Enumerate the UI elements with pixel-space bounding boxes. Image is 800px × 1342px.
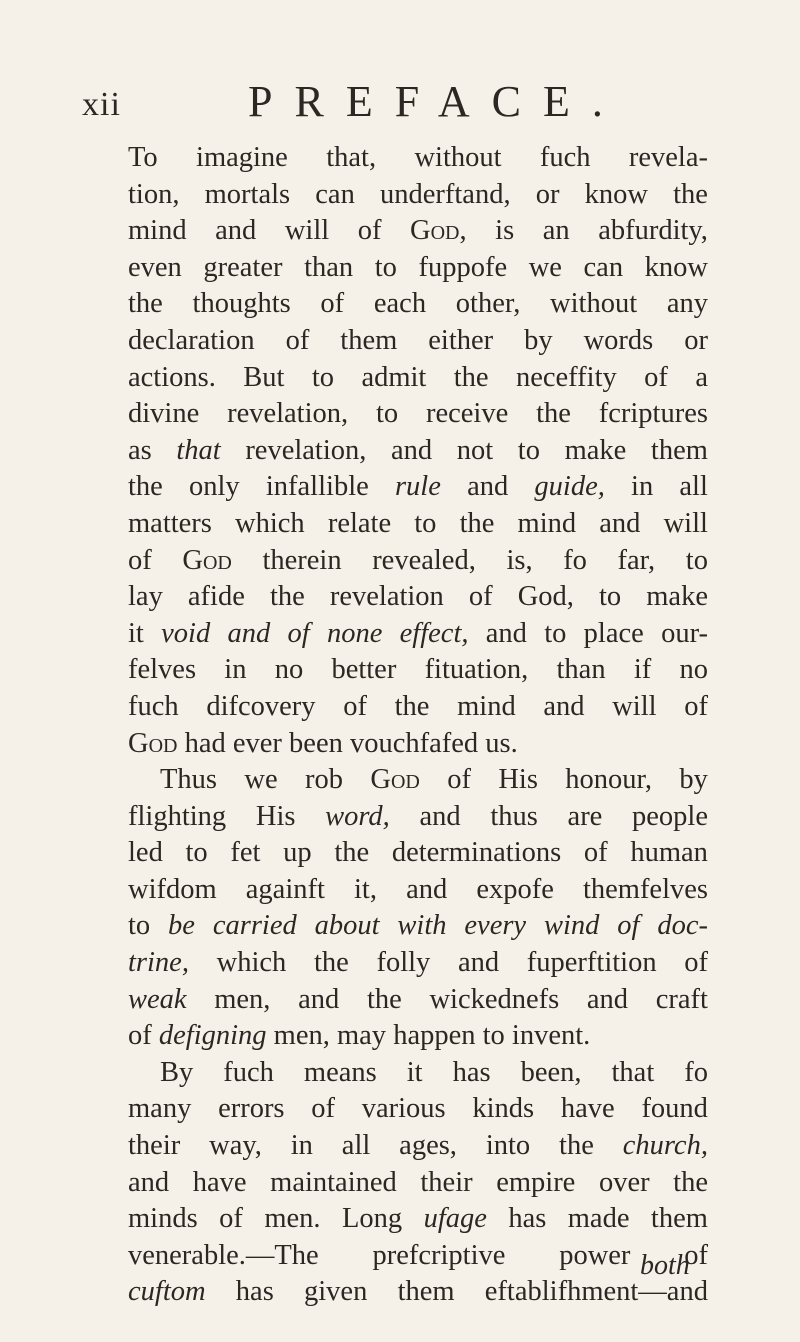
word: underftand,: [380, 178, 511, 210]
word: of: [128, 1020, 152, 1052]
word: as: [128, 434, 152, 466]
word: and: [128, 1166, 170, 1198]
word: is,: [506, 544, 533, 576]
word: of: [343, 690, 367, 722]
text-line: [128, 250, 708, 287]
word: over: [598, 1166, 650, 1198]
text-line: [128, 140, 708, 177]
word: none: [326, 617, 383, 649]
word: Thus: [160, 764, 217, 796]
word: revela-: [628, 142, 708, 173]
word: far,: [617, 544, 656, 576]
word: to: [544, 617, 567, 649]
word: had: [184, 727, 226, 759]
text-line: [128, 396, 708, 433]
word: of: [447, 764, 471, 796]
text-line: [128, 1018, 708, 1055]
word: to: [482, 1020, 505, 1052]
word: know: [584, 178, 648, 210]
word: to: [374, 251, 397, 283]
word: To: [128, 142, 158, 173]
text-line: [128, 177, 708, 214]
word: them: [397, 1276, 455, 1308]
word: the: [128, 288, 163, 320]
word: But: [243, 361, 285, 393]
word: defigning: [158, 1020, 267, 1052]
word: of: [684, 947, 708, 979]
word: wifdom: [128, 873, 217, 905]
word: fuppofe: [418, 251, 508, 283]
word: God,: [517, 581, 574, 613]
word: craft: [655, 983, 708, 1015]
word: fuch: [223, 1056, 274, 1088]
word: of: [644, 361, 668, 393]
text-line: [128, 872, 708, 909]
text-line: [128, 1165, 708, 1202]
word: minds: [128, 1203, 198, 1235]
word: if: [633, 654, 652, 686]
word: various: [361, 1093, 446, 1125]
word: men,: [214, 983, 271, 1015]
word: the: [366, 983, 402, 1015]
word: it,: [354, 873, 377, 905]
word: revelation,: [245, 434, 367, 466]
word: human: [630, 837, 708, 869]
word: to: [517, 434, 540, 466]
word: greater: [203, 251, 283, 283]
word: honour,: [565, 764, 653, 796]
word: by: [524, 324, 553, 356]
text-line: [128, 908, 708, 945]
word: fcriptures: [598, 398, 708, 430]
text-line: [128, 360, 708, 397]
word: folly: [376, 947, 431, 979]
word: infallible: [265, 471, 369, 503]
word: has: [235, 1276, 274, 1308]
word: of: [219, 1203, 243, 1235]
word: thoughts: [192, 288, 291, 320]
word: will: [663, 507, 708, 539]
word: His: [498, 764, 538, 796]
word: will: [612, 690, 657, 722]
text-line: [128, 1201, 708, 1238]
word: which: [216, 947, 287, 979]
word: our-: [661, 617, 708, 649]
word: word,: [325, 800, 390, 832]
word: of: [684, 1239, 708, 1271]
word: in: [631, 471, 654, 503]
word: many: [128, 1093, 192, 1125]
word: up: [283, 837, 312, 869]
word: and: [586, 983, 629, 1015]
word: led: [128, 837, 163, 869]
word: by: [679, 764, 708, 796]
text-line: [128, 506, 708, 543]
word: againft: [245, 873, 325, 905]
word: may: [336, 1020, 387, 1052]
word: invent.: [511, 1020, 591, 1052]
word: of: [311, 1093, 336, 1125]
word: of: [320, 288, 345, 320]
word: not: [456, 434, 494, 466]
catchword: both: [640, 1250, 690, 1281]
word: receive: [425, 398, 509, 430]
word: fet: [230, 837, 261, 869]
word: therein: [262, 544, 342, 576]
word: and: [467, 471, 509, 503]
text-line: [128, 1128, 708, 1165]
word: and: [406, 873, 448, 905]
word: His: [255, 800, 296, 832]
word: to: [375, 398, 399, 430]
word: it: [128, 617, 144, 649]
text-line: [128, 579, 708, 616]
word: can: [315, 178, 355, 210]
word: the: [128, 471, 163, 503]
word: determinations: [391, 837, 562, 869]
word: into: [485, 1130, 531, 1162]
word: the: [673, 1166, 708, 1198]
word: know: [644, 251, 708, 283]
word: happen: [393, 1020, 476, 1052]
text-line: [128, 616, 708, 653]
word: God: [128, 727, 178, 759]
word: God,: [410, 215, 467, 247]
word: admit: [361, 361, 427, 393]
running-title: PREFACE.: [248, 77, 625, 126]
word: to: [311, 361, 335, 393]
word: felves: [128, 654, 197, 686]
word: to: [414, 507, 437, 539]
word: been: [289, 727, 343, 759]
word: we: [244, 764, 278, 796]
word: fuperftition: [526, 947, 657, 979]
word: God: [182, 544, 232, 576]
word: will: [284, 215, 330, 247]
word: the: [453, 361, 489, 393]
word: no: [679, 654, 708, 686]
word: doc-: [657, 910, 708, 942]
word: maintained: [270, 1166, 397, 1198]
word: tion,: [128, 178, 180, 210]
word: lay: [128, 581, 163, 613]
word: them: [650, 434, 708, 466]
word: that: [611, 1056, 655, 1088]
word: and: [298, 983, 340, 1015]
word: actions.: [128, 361, 216, 393]
word: of: [583, 837, 608, 869]
word: are: [567, 800, 603, 832]
word: that,: [326, 142, 377, 173]
word: thus: [490, 800, 538, 832]
word: without: [414, 142, 502, 173]
word: fo: [563, 544, 587, 576]
word: vouchfafed: [349, 727, 479, 759]
word: them: [340, 324, 398, 356]
word: or: [684, 324, 708, 356]
word: in: [224, 654, 247, 686]
word: have: [192, 1166, 247, 1198]
text-line: [128, 689, 708, 726]
word: fituation,: [424, 654, 529, 686]
word: mortals: [204, 178, 291, 210]
word: weak: [128, 983, 187, 1015]
word: than: [304, 251, 354, 283]
word: no: [274, 654, 304, 686]
word: Long: [341, 1203, 403, 1235]
word: their: [128, 1130, 181, 1162]
word: the: [536, 398, 571, 430]
word: even: [128, 251, 182, 283]
word: any: [666, 288, 708, 320]
word: and: [391, 434, 433, 466]
word: to: [599, 581, 622, 613]
word: mind: [128, 215, 187, 247]
word: of: [468, 581, 493, 613]
word: people: [632, 800, 708, 832]
word: empire: [496, 1166, 576, 1198]
word: them: [650, 1203, 708, 1235]
word: in: [290, 1130, 313, 1162]
text-line: [128, 323, 708, 360]
word: us.: [485, 727, 518, 759]
word: and: [457, 947, 500, 979]
text-line: [128, 652, 708, 689]
word: make: [564, 434, 627, 466]
word: only: [189, 471, 240, 503]
word: prefcriptive: [372, 1239, 506, 1271]
word: means: [303, 1056, 377, 1088]
word: themfelves: [582, 873, 708, 905]
word: rule: [394, 471, 441, 503]
word: revelation,: [227, 398, 349, 430]
word: place: [583, 617, 644, 649]
word: errors: [218, 1093, 285, 1125]
word: way,: [209, 1130, 262, 1162]
word: revealed,: [372, 544, 476, 576]
word: than: [556, 654, 606, 686]
word: other,: [455, 288, 521, 320]
word: of: [684, 690, 708, 722]
word: and: [227, 617, 271, 649]
word: of: [617, 910, 640, 942]
word: relate: [327, 507, 392, 539]
word: a: [695, 361, 708, 393]
word: God: [370, 764, 420, 796]
text-line: [128, 835, 708, 872]
word: to: [685, 544, 708, 576]
word: expofe: [476, 873, 554, 905]
word: of: [285, 324, 310, 356]
word: ages,: [399, 1130, 457, 1162]
word: neceffity: [515, 361, 617, 393]
word: with: [397, 910, 447, 942]
text-line: [128, 433, 708, 470]
page-number: xii: [82, 86, 121, 123]
text-line: [128, 1274, 708, 1311]
word: their: [420, 1166, 473, 1198]
text-line: [128, 469, 708, 506]
word: power: [559, 1239, 631, 1271]
word: abfurdity,: [598, 215, 708, 247]
word: an: [542, 215, 570, 247]
word: and: [485, 617, 527, 649]
word: made: [567, 1203, 630, 1235]
word: to: [185, 837, 208, 869]
word: wind: [543, 910, 600, 942]
word: and: [543, 690, 585, 722]
word: the: [334, 837, 370, 869]
word: has: [508, 1203, 547, 1235]
word: carried: [212, 910, 297, 942]
word: declaration: [128, 324, 255, 356]
text-line: [128, 726, 708, 763]
word: been,: [520, 1056, 582, 1088]
word: of: [287, 617, 310, 649]
word: make: [646, 581, 708, 613]
word: given: [304, 1276, 368, 1308]
word: and: [419, 800, 461, 832]
word: matters: [128, 507, 212, 539]
word: which: [235, 507, 305, 539]
word: about: [314, 910, 380, 942]
word: revelation: [329, 581, 444, 613]
text-line: [128, 1238, 708, 1275]
word: trine,: [128, 947, 189, 979]
word: and: [599, 507, 641, 539]
word: eftablifhment—and: [484, 1276, 708, 1308]
text-line: [128, 543, 708, 580]
word: By: [160, 1056, 194, 1088]
text-line: [128, 945, 708, 982]
word: the: [559, 1130, 594, 1162]
text-line: [128, 762, 708, 799]
word: imagine: [196, 142, 288, 173]
word: of: [128, 544, 152, 576]
word: the: [269, 581, 305, 613]
word: ufage: [423, 1203, 487, 1235]
text-line: [128, 213, 708, 250]
text-line: [128, 286, 708, 323]
word: or: [535, 178, 560, 210]
word: afide: [187, 581, 245, 613]
word: the: [313, 947, 349, 979]
body-text: [128, 140, 708, 1311]
word: divine: [128, 398, 200, 430]
word: it: [406, 1056, 423, 1088]
word: we: [528, 251, 562, 283]
word: each: [373, 288, 427, 320]
word: without: [550, 288, 638, 320]
word: flighting: [128, 800, 227, 832]
word: difcovery: [206, 690, 316, 722]
word: church,: [622, 1130, 708, 1162]
word: is: [495, 215, 515, 247]
text-line: [128, 1091, 708, 1128]
word: have: [560, 1093, 615, 1125]
word: has: [452, 1056, 491, 1088]
word: all: [341, 1130, 371, 1162]
word: and: [215, 215, 257, 247]
word: fo: [684, 1056, 708, 1088]
word: effect,: [399, 617, 469, 649]
word: that: [176, 434, 221, 466]
word: better: [331, 654, 397, 686]
word: rob: [304, 764, 343, 796]
word: void: [161, 617, 211, 649]
word: either: [428, 324, 494, 356]
word: fuch: [128, 690, 179, 722]
word: fuch: [539, 142, 591, 173]
page-header: [0, 76, 800, 136]
word: the: [394, 690, 430, 722]
word: men.: [264, 1203, 321, 1235]
word: ever: [232, 727, 282, 759]
word: kinds: [472, 1093, 535, 1125]
word: venerable.—The: [128, 1239, 319, 1271]
word: cuftom: [128, 1276, 206, 1308]
word: found: [641, 1093, 708, 1125]
word: guide,: [534, 471, 605, 503]
word: mind: [517, 507, 577, 539]
word: mind: [457, 690, 516, 722]
word: of: [357, 215, 382, 247]
word: be: [168, 910, 195, 942]
word: words: [583, 324, 654, 356]
word: every: [464, 910, 527, 942]
text-line: [128, 1055, 708, 1092]
text-line: [128, 982, 708, 1019]
word: wickednefs: [429, 983, 560, 1015]
word: all: [679, 471, 708, 503]
word: the: [459, 507, 495, 539]
word: men,: [273, 1020, 330, 1052]
word: to: [128, 910, 151, 942]
word: the: [673, 178, 708, 210]
word: can: [583, 251, 624, 283]
text-line: [128, 799, 708, 836]
